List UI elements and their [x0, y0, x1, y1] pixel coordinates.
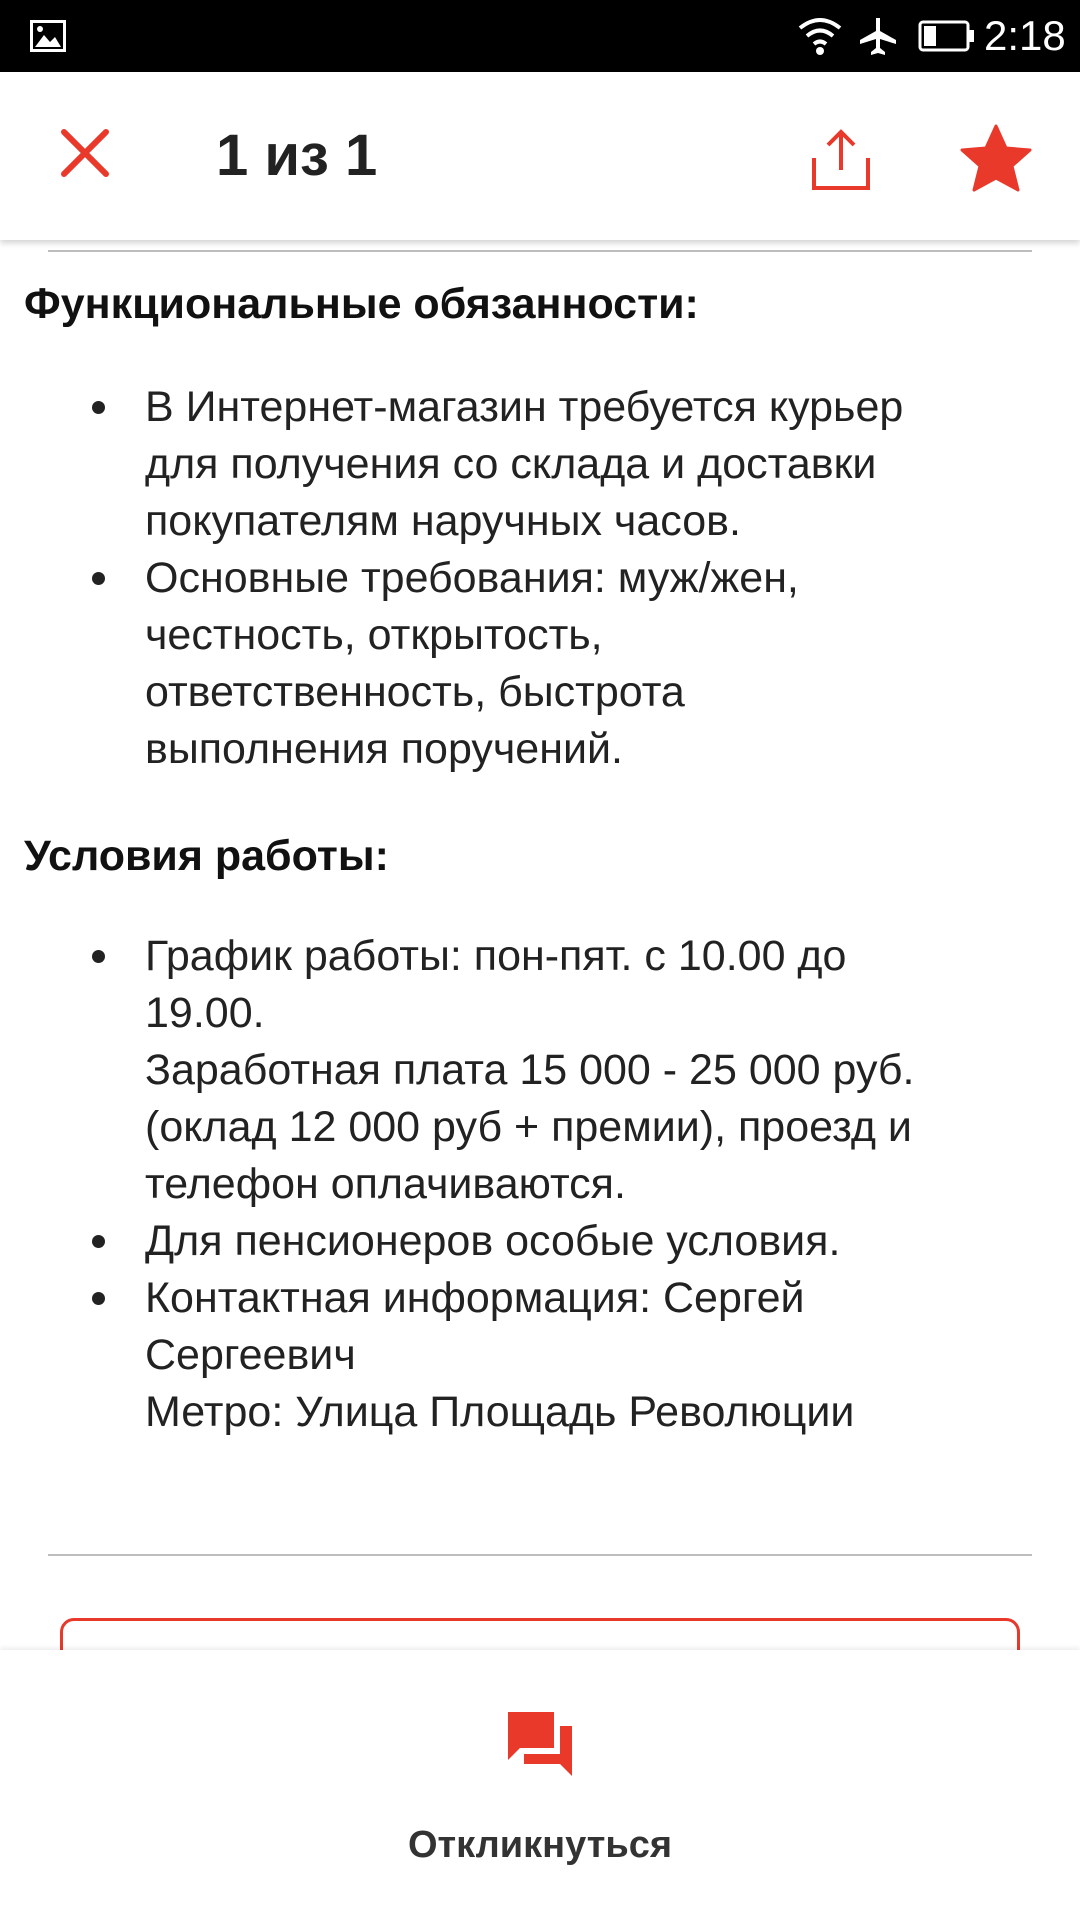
list-item: [0, 379, 1080, 550]
conditions-list: [0, 928, 1080, 1441]
list-item-text: В Интернет-магазин требуется курьер: [145, 383, 904, 431]
image-icon: [30, 20, 66, 52]
list-item-text: Для пенсионеров особые условия.: [145, 1217, 841, 1265]
battery-icon: [918, 20, 976, 52]
bullet: [92, 950, 105, 963]
list-item: [0, 1213, 1080, 1270]
section-title-conditions: Условия работы:: [24, 832, 389, 880]
list-item-text: Сергеевич: [145, 1331, 356, 1379]
list-item-text: честность, открытость,: [145, 611, 603, 659]
wifi-icon: [798, 16, 842, 56]
list-item-text: выполнения поручений.: [145, 725, 623, 773]
list-item: [0, 550, 1080, 778]
bullet: [92, 1235, 105, 1248]
top-app-bar: [0, 72, 1080, 240]
close-icon[interactable]: [50, 118, 120, 188]
list-item-text: покупателям наручных часов.: [145, 497, 741, 545]
apply-card[interactable]: [60, 1618, 1020, 1650]
star-icon[interactable]: [958, 122, 1034, 198]
status-bar: [0, 0, 1080, 72]
chat-bubbles-icon: [506, 1710, 574, 1778]
list-item-text: Заработная плата 15 000 - 25 000 руб.: [145, 1046, 915, 1094]
bullet: [92, 1292, 105, 1305]
list-item-text: Контактная информация: Сергей: [145, 1274, 805, 1322]
list-item-text: Основные требования: муж/жен,: [145, 554, 799, 602]
section-title-duties: Функциональные обязанности:: [24, 280, 699, 328]
bottom-divider: [48, 1554, 1032, 1556]
page-title: 1 из 1: [216, 123, 378, 188]
list-item-text: для получения со склада и доставки: [145, 440, 877, 488]
list-item-text: 19.00.: [145, 989, 265, 1037]
list-item-text: телефон оплачиваются.: [145, 1160, 626, 1208]
vacancy-details: [0, 240, 1080, 1650]
list-item-text: (оклад 12 000 руб + премии), проезд и: [145, 1103, 912, 1151]
duties-list: [0, 379, 1080, 778]
share-icon[interactable]: [806, 124, 876, 194]
airplane-icon: [858, 16, 898, 56]
list-item: [0, 928, 1080, 1213]
bullet: [92, 572, 105, 585]
top-divider: [48, 250, 1032, 252]
respond-label: Откликнуться: [408, 1824, 672, 1866]
status-time: 2:18: [984, 12, 1066, 59]
list-item: [0, 1270, 1080, 1441]
list-item-text: График работы: пон-пят. с 10.00 до: [145, 932, 847, 980]
list-item-text: ответственность, быстрота: [145, 668, 685, 716]
respond-button[interactable]: [0, 1650, 1080, 1920]
list-item-text: Метро: Улица Площадь Революции: [145, 1388, 855, 1436]
bullet: [92, 401, 105, 414]
